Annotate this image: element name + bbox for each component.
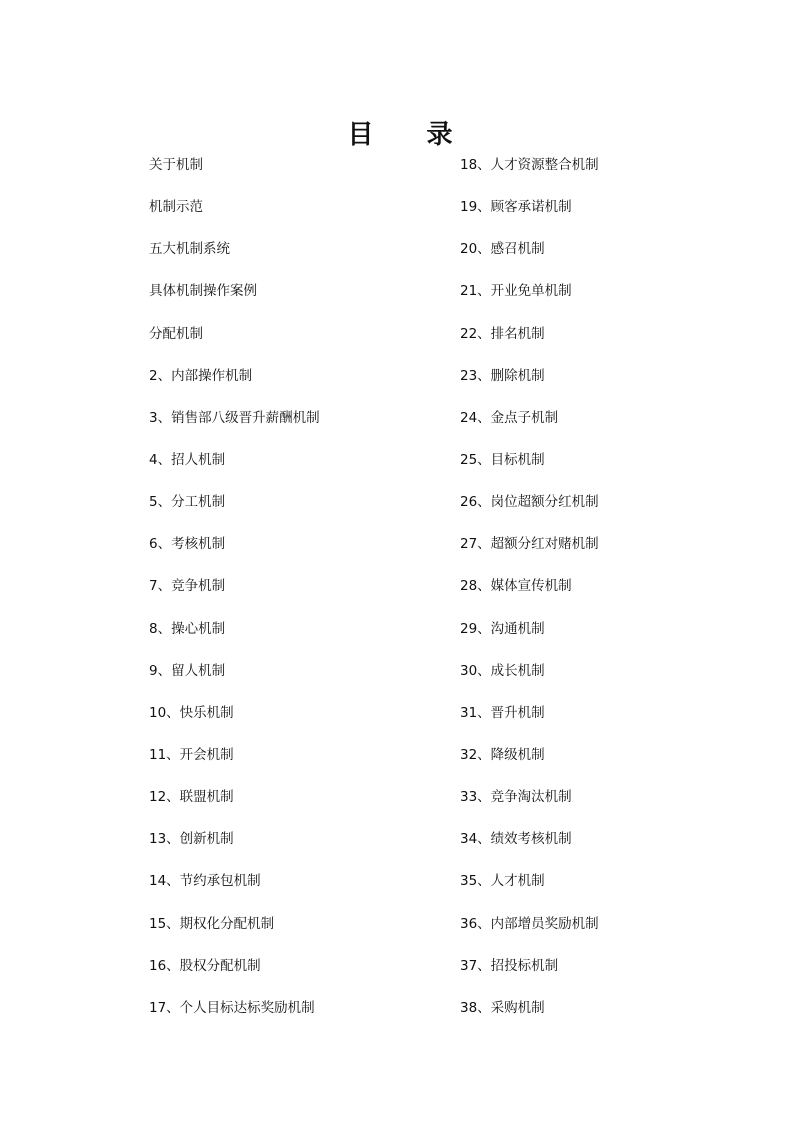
toc-entry: 5、分工机制: [149, 494, 226, 511]
toc-entry: 37、招投标机制: [460, 957, 559, 974]
toc-entry: 28、媒体宣传机制: [460, 578, 572, 595]
toc-entry: 31、晋升机制: [460, 704, 545, 721]
toc-entry: 3、销售部八级晋升薪酬机制: [149, 409, 320, 426]
toc-entry: 34、绩效考核机制: [460, 831, 572, 848]
toc-entry: 25、目标机制: [460, 451, 545, 468]
toc-entry: 33、竞争淘汰机制: [460, 789, 572, 806]
toc-entry: 23、删除机制: [460, 367, 545, 384]
toc-entry: 具体机制操作案例: [149, 283, 257, 300]
toc-entry: 22、排名机制: [460, 325, 545, 342]
toc-left-column: [149, 153, 439, 1038]
toc-entry: 分配机制: [149, 325, 203, 342]
toc-entry: 18、人才资源整合机制: [460, 157, 599, 173]
toc-entry: 11、开会机制: [149, 746, 234, 763]
toc-entry: 29、沟通机制: [460, 620, 545, 637]
toc-entry: 16、股权分配机制: [149, 957, 261, 974]
toc-entry: 8、操心机制: [149, 620, 226, 637]
toc-entry: 38、采购机制: [460, 999, 545, 1016]
toc-entry: 19、顾客承诺机制: [460, 199, 572, 216]
toc-entry: 12、联盟机制: [149, 789, 234, 806]
toc-entry: 24、金点子机制: [460, 409, 559, 426]
toc-entry: 36、内部增员奖励机制: [460, 915, 599, 932]
toc-entry: 关于机制: [149, 157, 203, 173]
toc-entry: 9、留人机制: [149, 662, 226, 679]
toc-entry: 15、期权化分配机制: [149, 915, 275, 932]
toc-entry: 32、降级机制: [460, 746, 545, 763]
page-title: 目 录: [347, 120, 475, 151]
toc-entry: 7、竞争机制: [149, 578, 226, 595]
toc-entry: 五大机制系统: [149, 241, 230, 258]
toc-entry: 2、内部操作机制: [149, 367, 253, 384]
toc-entry: 机制示范: [149, 199, 203, 216]
toc-entry: 4、招人机制: [149, 451, 226, 468]
toc-entry: 27、超额分红对赌机制: [460, 536, 599, 553]
toc-entry: 35、人才机制: [460, 873, 545, 890]
toc-right-column: [460, 153, 760, 1038]
toc-entry: 13、创新机制: [149, 831, 234, 848]
toc-entry: 30、成长机制: [460, 662, 545, 679]
toc-entry: 21、开业免单机制: [460, 283, 572, 300]
toc-entry: 14、节约承包机制: [149, 873, 261, 890]
toc-entry: 17、个人目标达标奖励机制: [149, 999, 315, 1016]
toc-entry: 10、快乐机制: [149, 704, 234, 721]
toc-entry: 26、岗位超额分红机制: [460, 494, 599, 511]
toc-entry: 6、考核机制: [149, 536, 226, 553]
toc-entry: 20、感召机制: [460, 241, 545, 258]
